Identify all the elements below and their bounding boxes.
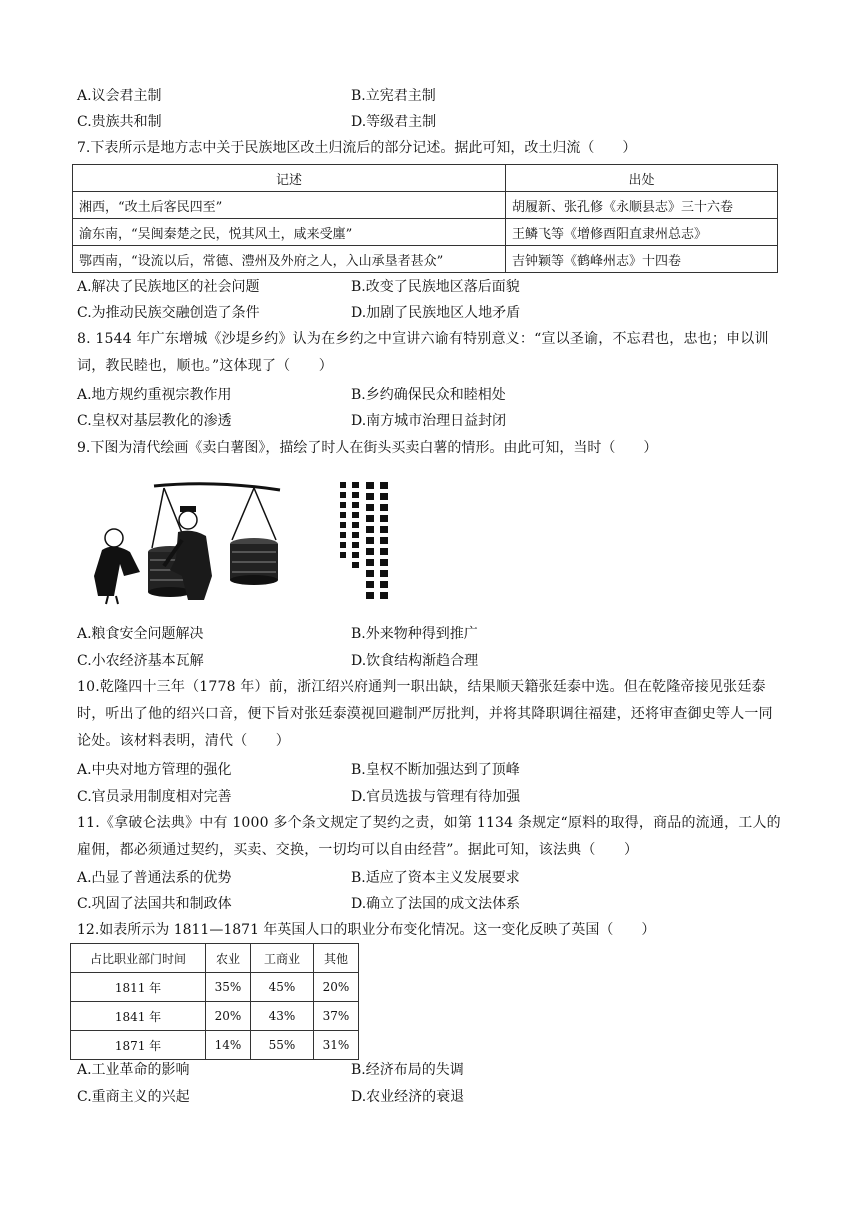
q12-header-industry-commerce: 工商业 (251, 944, 314, 973)
q7-cell: 鄂西南，“设流以后，常德、澧州及外府之人，入山承垦者甚众” (73, 246, 506, 273)
q12-option-c: C.重商主义的兴起 (77, 1089, 190, 1105)
q7-option-d: D.加剧了民族地区人地矛盾 (351, 305, 521, 321)
q12-cell: 31% (314, 1031, 359, 1060)
q7-cell: 胡履新、张孔修《永顺县志》三十六卷 (506, 192, 778, 219)
q12-table (70, 943, 359, 1060)
q12-option-b: B.经济布局的失调 (351, 1062, 464, 1078)
q12-cell: 20% (314, 973, 359, 1002)
q12-stem: 12.如表所示为 1811—1871 年英国人口的职业分布变化情况。这一变化反映了英国（ ） (77, 922, 656, 938)
q12-option-a: A.工业革命的影响 (77, 1062, 190, 1078)
q12-cell: 14% (206, 1031, 251, 1060)
q12-cell: 1841 年 (71, 1002, 206, 1031)
q6-option-a: A.议会君主制 (77, 88, 162, 104)
q11-stem: 11.《拿破仑法典》中有 1000 多个条文规定了契约之责，如第 1134 条规定“原料的取得，商品的流通，工人的雇佣，都必须通过契约，买卖、交换，一切均可以自由经营”。据此可知，该法典（ ） (77, 815, 781, 858)
q7-stem: 7.下表所示是地方志中关于民族地区改土归流后的部分记述。据此可知，改土归流（ ） (77, 140, 637, 156)
q7-table (72, 164, 778, 273)
q8-option-d: D.南方城市治理日益封闭 (351, 413, 507, 429)
q7-header-record: 记述 (73, 165, 506, 192)
q12-header-agriculture: 农业 (206, 944, 251, 973)
q11-option-c: C.巩固了法国共和制政体 (77, 896, 232, 912)
q9-stem: 9.下图为清代绘画《卖白薯图》，描绘了时人在街头买卖白薯的情形。由此可知，当时（ ） (77, 440, 658, 456)
q11-option-b: B.适应了资本主义发展要求 (351, 870, 520, 886)
q10-option-b: B.皇权不断加强达到了顶峰 (351, 762, 520, 778)
table-row (71, 973, 359, 1002)
q10-option-d: D.官员选拔与管理有待加强 (351, 789, 521, 805)
q12-header-other: 其他 (314, 944, 359, 973)
q9-option-a: A.粮食安全问题解决 (77, 626, 204, 642)
q7-cell: 吉钟颖等《鹤峰州志》十四卷 (506, 246, 778, 273)
q9-option-b: B.外来物种得到推广 (351, 626, 478, 642)
q8-option-b: B.乡约确保民众和睦相处 (351, 387, 506, 403)
q12-cell: 1811 年 (71, 973, 206, 1002)
calligraphy-inscription (336, 478, 396, 608)
q12-cell: 43% (251, 1002, 314, 1031)
q9-option-d: D.饮食结构渐趋合理 (351, 653, 479, 669)
q7-cell: 渝东南，“吴闽秦楚之民，悦其风土，咸来受廛” (73, 219, 506, 246)
q12-cell: 35% (206, 973, 251, 1002)
q7-option-c: C.为推动民族交融创造了条件 (77, 305, 260, 321)
q12-cell: 1871 年 (71, 1031, 206, 1060)
q10-stem: 10.乾隆四十三年（1778 年）前，浙江绍兴府通判一职出缺，结果顺天籍张廷泰中选。但在乾隆帝接见张廷泰时，听出了他的绍兴口音，便下旨对张廷泰漠视回避制严厉批判，并将其降职调往福建，还将审查御史等人一同论处。该材料表明，清代（ ） (77, 679, 773, 749)
q10-option-a: A.中央对地方管理的强化 (77, 762, 232, 778)
table-row (71, 1031, 359, 1060)
q12-cell: 20% (206, 1002, 251, 1031)
q8-option-c: C.皇权对基层教化的渗透 (77, 413, 232, 429)
sweet-potato-seller-illustration (84, 476, 294, 606)
q8-stem: 8. 1544 年广东增城《沙堤乡约》认为在乡约之中宣讲六谕有特别意义：“宣以圣谕，不忘君也，忠也；申以训词，教民睦也，顺也。”这体现了（ ） (77, 331, 769, 374)
q9-option-c: C.小农经济基本瓦解 (77, 653, 204, 669)
table-row (73, 192, 778, 219)
q12-header-corner: 占比职业部门时间 (71, 944, 206, 973)
q7-cell: 王鳞飞等《增修酉阳直隶州总志》 (506, 219, 778, 246)
table-row (73, 246, 778, 273)
table-row (71, 1002, 359, 1031)
q12-cell: 55% (251, 1031, 314, 1060)
q8-option-a: A.地方规约重视宗教作用 (77, 387, 232, 403)
q6-option-c: C.贵族共和制 (77, 114, 162, 130)
q7-option-a: A.解决了民族地区的社会问题 (77, 279, 260, 295)
q7-header-source: 出处 (506, 165, 778, 192)
q11-option-a: A.凸显了普通法系的优势 (77, 870, 232, 886)
q6-option-b: B.立宪君主制 (351, 88, 436, 104)
q7-cell: 湘西，“改土后客民四至” (73, 192, 506, 219)
q12-option-d: D.农业经济的衰退 (351, 1089, 465, 1105)
q7-option-b: B.改变了民族地区落后面貌 (351, 279, 520, 295)
q12-cell: 37% (314, 1002, 359, 1031)
q12-cell: 45% (251, 973, 314, 1002)
table-row (73, 219, 778, 246)
q11-option-d: D.确立了法国的成文法体系 (351, 896, 521, 912)
q10-option-c: C.官员录用制度相对完善 (77, 789, 232, 805)
q6-option-d: D.等级君主制 (351, 114, 437, 130)
